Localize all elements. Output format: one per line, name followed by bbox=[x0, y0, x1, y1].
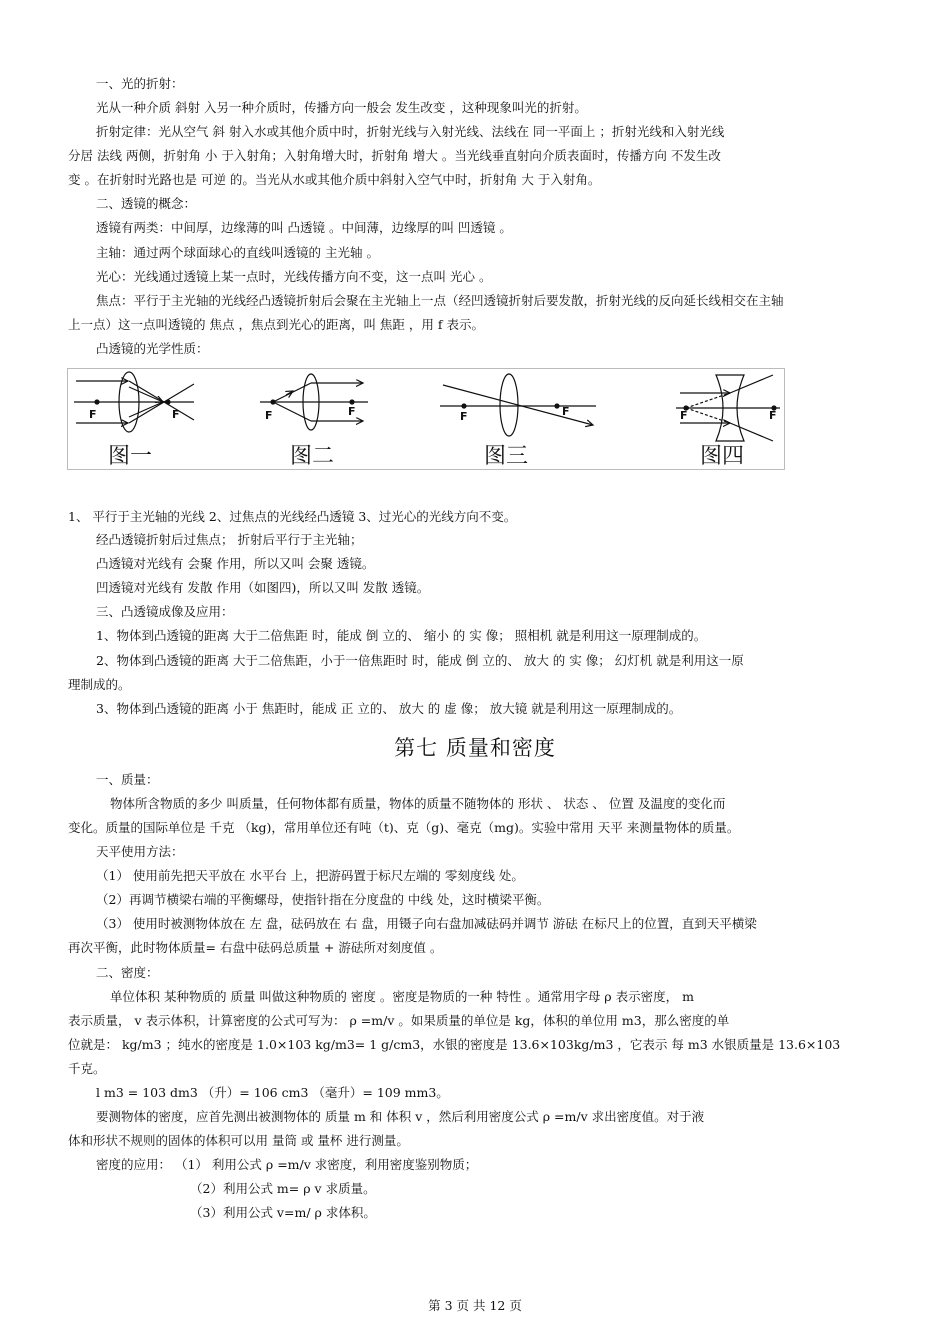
focus-point bbox=[350, 400, 354, 404]
paragraph-line: 理制成的。 bbox=[68, 677, 131, 692]
figure-label-four: 图四 bbox=[700, 444, 745, 469]
paragraph-line: 焦点：平行于主光轴的光线经凸透镜折射后会聚在主光轴上一点（经凹透镜折射后要发散，折射光线的反向延长线相交在主轴 bbox=[96, 293, 784, 308]
focus-label: F bbox=[265, 409, 273, 422]
paragraph-line: 上一点）这一点叫透镜的 焦点 ，焦点到光心的距离，叫 焦距 ，用 f 表示。 bbox=[68, 317, 484, 332]
paragraph-line: 折射定律：光从空气 斜 射入水或其他介质中时，折射光线与入射光线、法线在 同一平面上 ；折射光线和入射光线 bbox=[96, 124, 725, 139]
focus-label: F bbox=[172, 408, 180, 421]
figure-label-three: 图三 bbox=[484, 444, 529, 469]
heading-lens-concept: 二、透镜的概念： bbox=[96, 196, 197, 211]
focus-label: F bbox=[769, 409, 777, 422]
figure-one-diagram bbox=[74, 372, 194, 432]
page-footer: 第 3 页 共 12 页 bbox=[428, 1298, 522, 1313]
focus-point bbox=[271, 400, 275, 404]
paragraph-line: （2）利用公式 m= ρ v 求质量。 bbox=[190, 1181, 376, 1196]
focus-point bbox=[462, 404, 466, 408]
paragraph-line: 分居 法线 两侧，折射角 小 于入射角；入射角增大时，折射角 增大 。当光线垂直射向介质表面时，传播方向 不发生改 bbox=[68, 148, 721, 163]
paragraph-line: 主轴：通过两个球面球心的直线叫透镜的 主光轴 。 bbox=[96, 245, 379, 260]
paragraph-line: 表示质量， v 表示体积，计算密度的公式可写为： ρ =m/v 。如果质量的单位是 kg，体积的单位用 m3，那么密度的单 bbox=[68, 1013, 730, 1028]
paragraph-line: 经凸透镜折射后过焦点； 折射后平行于主光轴； bbox=[96, 532, 363, 547]
paragraph-line: 物体所含物质的多少 叫质量，任何物体都有质量，物体的质量不随物体的 形状 、 状态 、 位置 及温度的变化而 bbox=[110, 796, 726, 811]
lens-diagram-figure bbox=[67, 368, 785, 470]
paragraph-line: 凸透镜的光学性质： bbox=[96, 341, 209, 356]
heading-imaging: 三、凸透镜成像及应用： bbox=[96, 604, 234, 619]
paragraph-line: 透镜有两类：中间厚，边缘薄的叫 凸透镜 。中间薄，边缘厚的叫 凹透镜 。 bbox=[96, 220, 512, 235]
figure-label-one: 图一 bbox=[108, 444, 153, 469]
paragraph-line: （3）利用公式 v=m/ ρ 求体积。 bbox=[190, 1205, 376, 1220]
paragraph-line: 单位体积 某种物质的 质量 叫做这种物质的 密度 。密度是物质的一种 特性 。通常用字母 ρ 表示密度， m bbox=[110, 989, 694, 1004]
paragraph-line: 要测物体的密度，应首先测出被测物体的 质量 m 和 体积 v ，然后利用密度公式 ρ =m/v 求出密度值。对于液 bbox=[96, 1109, 705, 1124]
figure-three-diagram bbox=[440, 374, 596, 436]
paragraph-line: 光从一种介质 斜射 入另一种介质时，传播方向一般会 发生改变 ，这种现象叫光的折射。 bbox=[96, 100, 587, 115]
figure-two-diagram bbox=[260, 374, 368, 430]
paragraph-line: 光心：光线通过透镜上某一点时，光线传播方向不变，这一点叫 光心 。 bbox=[96, 269, 492, 284]
focus-point bbox=[555, 404, 559, 408]
paragraph-line: 1、 平行于主光轴的光线 2、过焦点的光线经凸透镜 3、过光心的光线方向不变。 bbox=[68, 509, 517, 524]
lens-diagrams-svg bbox=[68, 369, 786, 471]
paragraph-line: 天平使用方法： bbox=[96, 844, 184, 859]
figure-label-two: 图二 bbox=[290, 444, 335, 469]
paragraph-line: 凸透镜对光线有 会聚 作用，所以又叫 会聚 透镜。 bbox=[96, 556, 375, 571]
figure-four-diagram bbox=[676, 375, 780, 441]
focus-label: F bbox=[89, 408, 97, 421]
paragraph-line: 位就是： kg/m3 ；纯水的密度是 1.0×103 kg/m3= 1 g/cm3，水银的密度是 13.6×103kg/m3 ，它表示 每 m3 水银质量是 13.6×103 bbox=[68, 1037, 841, 1052]
paragraph-line: 2、物体到凸透镜的距离 大于二倍焦距，小于一倍焦距时 时，能成 倒 立的、 放大 的 实 像； 幻灯机 就是利用这一原 bbox=[96, 653, 744, 668]
heading-density: 二、密度： bbox=[96, 965, 159, 980]
heading-refraction: 一、光的折射： bbox=[96, 76, 184, 91]
focus-point bbox=[166, 400, 170, 404]
focus-label: F bbox=[680, 409, 688, 422]
paragraph-line: （3） 使用时被测物体放在 左 盘，砝码放在 右 盘，用镊子向右盘加减砝码并调节 游砝 在标尺上的位置，直到天平横梁 bbox=[96, 916, 757, 931]
focus-label: F bbox=[348, 405, 356, 418]
paragraph-line: 3、物体到凸透镜的距离 小于 焦距时，能成 正 立的、 放大 的 虚 像； 放大镜 就是利用这一原理制成的。 bbox=[96, 701, 682, 716]
paragraph-line: 1、物体到凸透镜的距离 大于二倍焦距 时，能成 倒 立的、 缩小 的 实 像； 照相机 就是利用这一原理制成的。 bbox=[96, 628, 707, 643]
convex-lens-icon bbox=[500, 374, 518, 436]
focus-label: F bbox=[460, 410, 468, 423]
paragraph-line: 体和形状不规则的固体的体积可以用 量筒 或 量杯 进行测量。 bbox=[68, 1133, 409, 1148]
focus-label: F bbox=[562, 405, 570, 418]
paragraph-line: 变化。质量的国际单位是 千克 （kg)，常用单位还有吨（t)、克（g)、毫克（mg)。实验中常用 天平 来测量物体的质量。 bbox=[68, 820, 740, 835]
paragraph-line: 千克。 bbox=[68, 1061, 106, 1076]
focus-point bbox=[95, 400, 99, 404]
heading-mass: 一、质量： bbox=[96, 772, 159, 787]
paragraph-line: 再次平衡，此时物体质量= 右盘中砝码总质量 + 游砝所对刻度值 。 bbox=[68, 940, 443, 955]
paragraph-line: l m3 = 103 dm3 （升）= 106 cm3 （毫升）= 109 mm3。 bbox=[96, 1085, 449, 1100]
paragraph-line: 变 。在折射时光路也是 可逆 的。当光从水或其他介质中斜射入空气中时，折射角 大 于入射角。 bbox=[68, 172, 601, 187]
paragraph-line: 凹透镜对光线有 发散 作用（如图四)，所以又叫 发散 透镜。 bbox=[96, 580, 430, 595]
paragraph-line: （1） 使用前先把天平放在 水平台 上，把游码置于标尺左端的 零刻度线 处。 bbox=[96, 868, 524, 883]
paragraph-line: 密度的应用： （1） 利用公式 ρ =m/v 求密度，利用密度鉴别物质； bbox=[96, 1157, 478, 1172]
paragraph-line: （2）再调节横梁右端的平衡螺母，使指针指在分度盘的 中线 处，这时横梁平衡。 bbox=[96, 892, 550, 907]
chapter-title: 第七 质量和密度 bbox=[394, 736, 556, 760]
